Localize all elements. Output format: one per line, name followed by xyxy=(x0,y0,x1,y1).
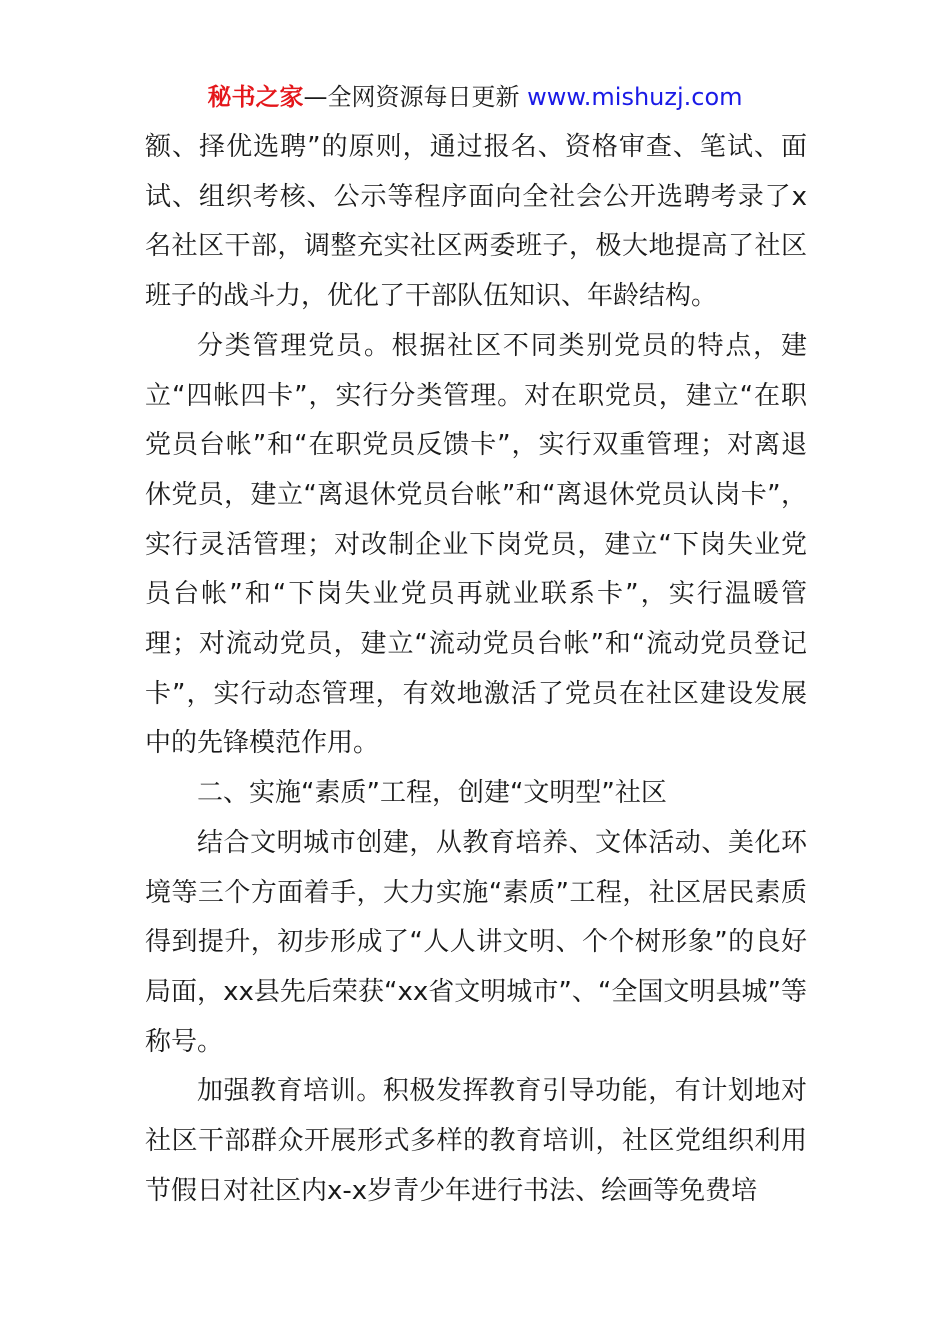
paragraph-member-management: 分类管理党员。根据社区不同类别党员的特点，建立“四帐四卡”，实行分类管理。对在职党员，建立“在职党员台帐”和“在职党员反馈卡”，实行双重管理；对离退休党员，建立“离退休党员台帐”和“离退休党员认岗卡”，实行灵活管理；对改制企业下岗党员，建立“下岗失业党员台帐”和“下岗失业党员再就业联系卡”，实行温暖管理；对流动党员，建立“流动党员台帐”和“流动党员登记卡”，实行动态管理，有效地激活了党员在社区建设发展中的先锋模范作用。 xyxy=(145,330,807,759)
paragraph-education: 加强教育培训。积极发挥教育引导功能，有计划地对社区干部群众开展形式多样的教育培训，社区党组织利用节假日对社区内x-x岁青少年进行书法、绘画等免费培 xyxy=(145,1076,807,1206)
site-url-link[interactable]: www.mishuzj.com xyxy=(527,83,743,111)
site-brand: 秘书之家 xyxy=(207,83,304,111)
paragraph-continued: 额、择优选聘”的原则，通过报名、资格审查、笔试、面试、组织考核、公示等程序面向全社会公开选聘考录了x名社区干部，调整充实社区两委班子，极大地提高了社区班子的战斗力，优化了干部队伍知识、年龄结构。 xyxy=(145,132,807,312)
document-body xyxy=(145,123,807,1216)
page-header xyxy=(0,80,950,114)
section-heading: 二、实施“素质”工程，创建“文明型”社区 xyxy=(197,778,667,809)
paragraph-civilization: 结合文明城市创建，从教育培养、文体活动、美化环境等三个方面着手，大力实施“素质”工程，社区居民素质得到提升，初步形成了“人人讲文明、个个树形象”的良好局面，xx县先后荣获“xx省文明城市”、“全国文明县城”等称号。 xyxy=(145,827,807,1057)
site-tagline: —全网资源每日更新 xyxy=(303,83,520,111)
